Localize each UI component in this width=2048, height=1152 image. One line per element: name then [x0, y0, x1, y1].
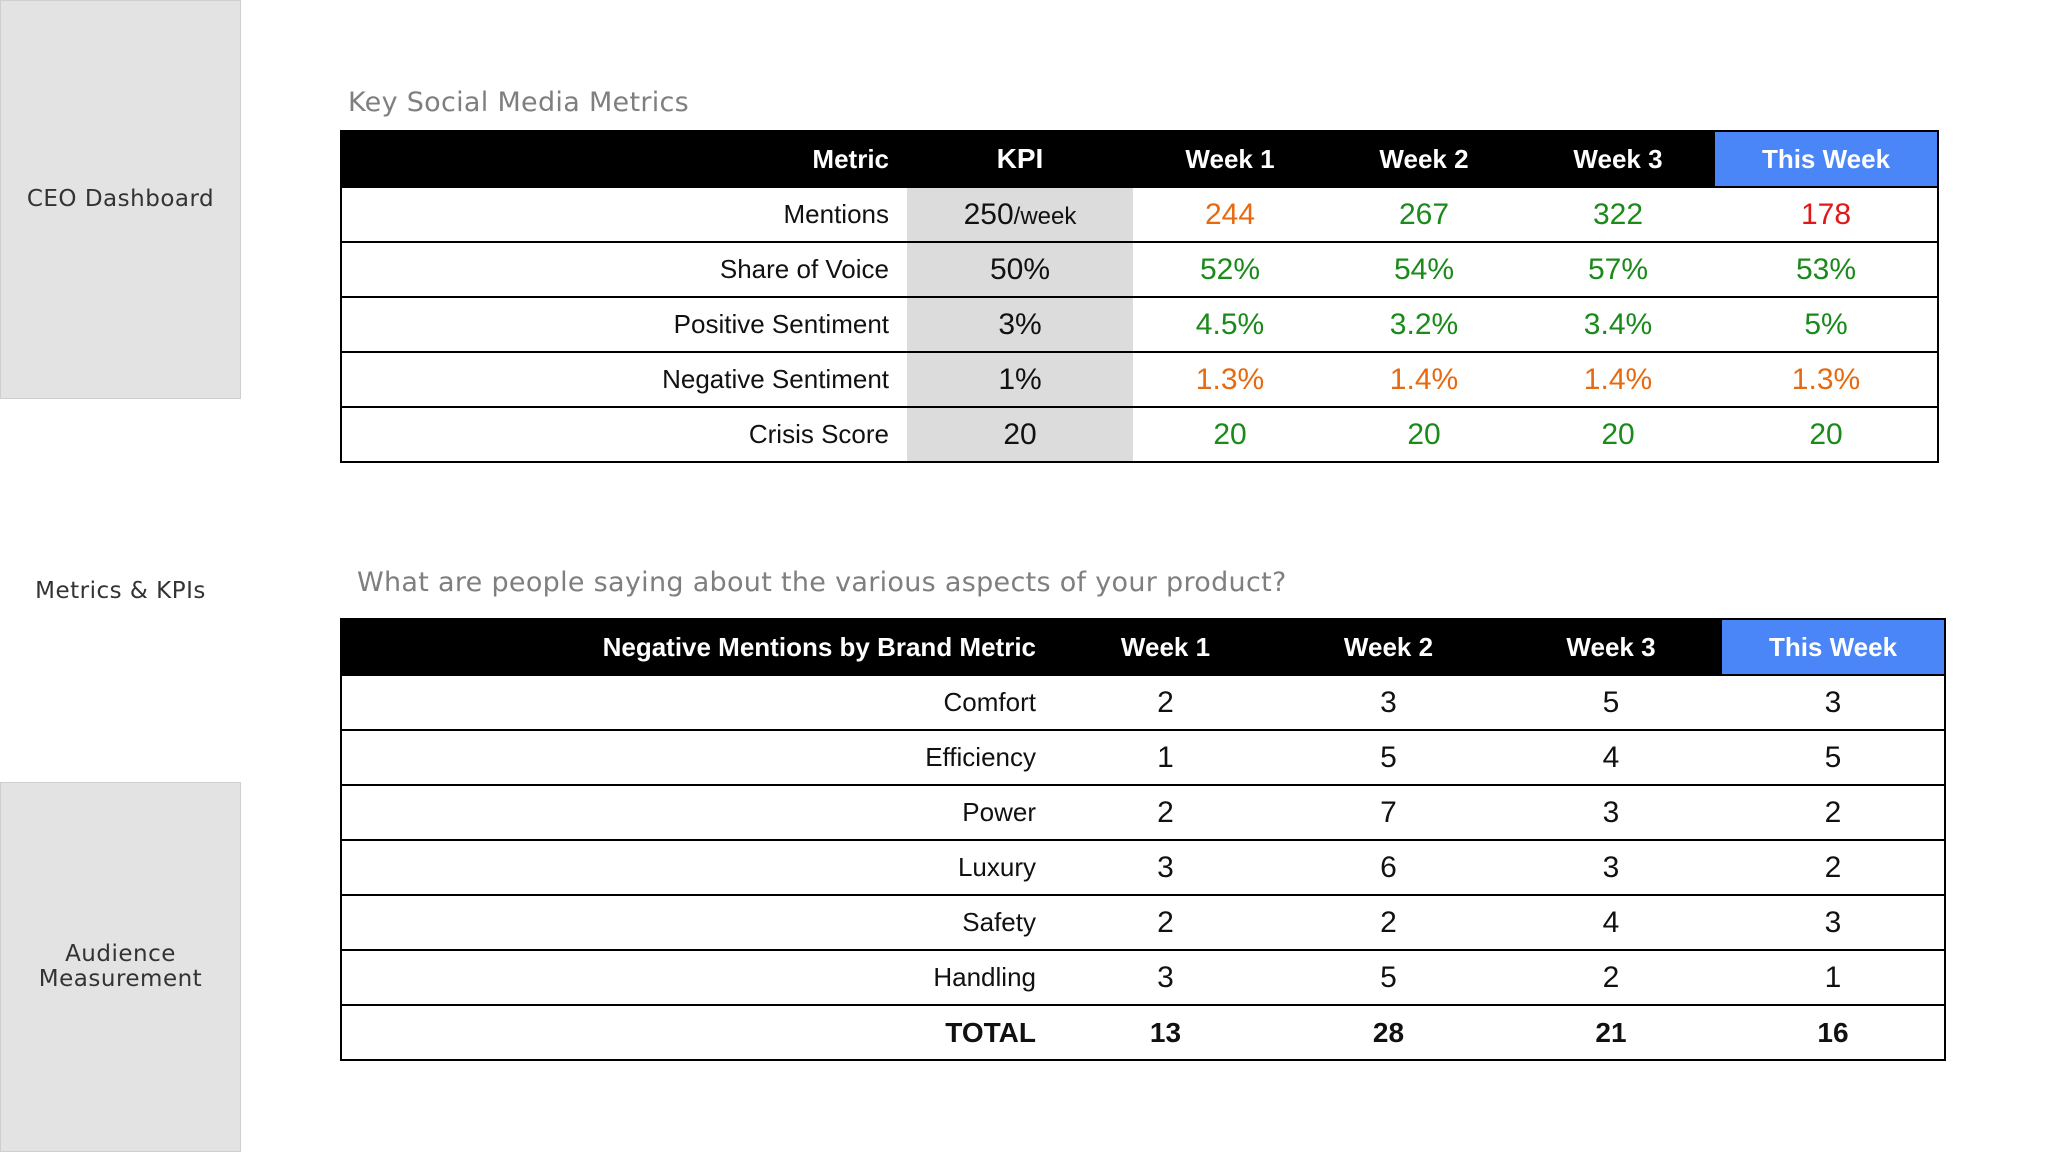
- this-week-value: 5%: [1715, 297, 1938, 352]
- week2-value: 20: [1327, 407, 1521, 462]
- brand-metric-label: Handling: [341, 950, 1054, 1005]
- this-week-value: 2: [1722, 840, 1945, 895]
- metric-label: Positive Sentiment: [341, 297, 907, 352]
- week3-value: 57%: [1521, 242, 1715, 297]
- week3-value: 3: [1500, 785, 1722, 840]
- kpi-value: 50%: [989, 252, 1051, 286]
- table-row: [341, 895, 1945, 950]
- week1-value: 1.3%: [1133, 352, 1327, 407]
- table-row: [341, 840, 1945, 895]
- header-metric: Metric: [341, 131, 907, 187]
- kpi-cell: [907, 352, 1133, 407]
- table-row: [341, 675, 1945, 730]
- header-brand-metric: Negative Mentions by Brand Metric: [341, 619, 1054, 675]
- nav-item-audience-measurement[interactable]: [0, 782, 241, 1152]
- this-week-value: 5: [1722, 730, 1945, 785]
- week2-value: 2: [1277, 895, 1500, 950]
- week2-value: 3: [1277, 675, 1500, 730]
- nav-item-ceo-dashboard-label: CEO Dashboard: [26, 186, 215, 212]
- section-title-product-aspects: What are people saying about the various aspects of your product?: [357, 567, 1287, 598]
- header-week1: Week 1: [1133, 131, 1327, 187]
- table-row: [341, 352, 1938, 407]
- week3-value: 322: [1521, 187, 1715, 242]
- table-row: [341, 785, 1945, 840]
- week3-value: 20: [1521, 407, 1715, 462]
- table-row: [341, 297, 1938, 352]
- week2-value: 1.4%: [1327, 352, 1521, 407]
- this-week-value: 1.3%: [1715, 352, 1938, 407]
- metric-label: Mentions: [341, 187, 907, 242]
- brand-metric-label: Comfort: [341, 675, 1054, 730]
- section-title-key-metrics: Key Social Media Metrics: [348, 87, 690, 118]
- week2-value: 7: [1277, 785, 1500, 840]
- table-row: [341, 242, 1938, 297]
- week1-value: 2: [1054, 785, 1277, 840]
- table-row: [341, 187, 1938, 242]
- week2-value: 267: [1327, 187, 1521, 242]
- kpi-cell: [907, 242, 1133, 297]
- week3-value: 4: [1500, 895, 1722, 950]
- metric-label: Share of Voice: [341, 242, 907, 297]
- brand-metric-label: Efficiency: [341, 730, 1054, 785]
- header-week3: Week 3: [1521, 131, 1715, 187]
- table-header-row: [341, 131, 1938, 187]
- kpi-value: 1%: [998, 362, 1042, 396]
- header-week1: Week 1: [1054, 619, 1277, 675]
- this-week-value: 3: [1722, 895, 1945, 950]
- week3-value: 5: [1500, 675, 1722, 730]
- total-row: [341, 1005, 1945, 1060]
- week2-value: 5: [1277, 950, 1500, 1005]
- header-this-week: This Week: [1722, 619, 1945, 675]
- week1-value: 3: [1054, 840, 1277, 895]
- this-week-value: 3: [1722, 675, 1945, 730]
- week3-value: 1.4%: [1521, 352, 1715, 407]
- week2-value: 3.2%: [1327, 297, 1521, 352]
- week1-value: 3: [1054, 950, 1277, 1005]
- week3-value: 2: [1500, 950, 1722, 1005]
- week1-value: 2: [1054, 675, 1277, 730]
- this-week-value: 2: [1722, 785, 1945, 840]
- brand-metric-label: Luxury: [341, 840, 1054, 895]
- kpi-cell: [907, 187, 1133, 242]
- week3-value: 4: [1500, 730, 1722, 785]
- table-header-row: [341, 619, 1945, 675]
- kpi-cell: [907, 407, 1133, 462]
- total-week3: 21: [1500, 1005, 1722, 1060]
- nav-item-audience-measurement-label: [39, 942, 202, 992]
- week3-value: 3: [1500, 840, 1722, 895]
- header-this-week: This Week: [1715, 131, 1938, 187]
- kpi-value: 20: [1003, 417, 1037, 451]
- this-week-value: 20: [1715, 407, 1938, 462]
- metric-label: Crisis Score: [341, 407, 907, 462]
- brand-metric-label: Power: [341, 785, 1054, 840]
- negative-mentions-table: [340, 618, 1946, 1061]
- this-week-value: 178: [1715, 187, 1938, 242]
- kpi-cell: [907, 297, 1133, 352]
- week1-value: 20: [1133, 407, 1327, 462]
- kpi-unit: /week: [1013, 202, 1077, 230]
- week1-value: 244: [1133, 187, 1327, 242]
- this-week-value: 1: [1722, 950, 1945, 1005]
- week1-value: 4.5%: [1133, 297, 1327, 352]
- kpi-value: 250: [963, 197, 1014, 231]
- total-this-week: 16: [1722, 1005, 1945, 1060]
- nav-item-metrics-kpis-label: Metrics & KPIs: [35, 578, 206, 604]
- key-metrics-table: [340, 130, 1939, 463]
- nav-item-audience-line2: Measurement: [38, 966, 203, 992]
- week1-value: 1: [1054, 730, 1277, 785]
- header-kpi: KPI: [907, 131, 1133, 187]
- total-label: TOTAL: [341, 1005, 1054, 1060]
- header-week3: Week 3: [1500, 619, 1722, 675]
- week1-value: 2: [1054, 895, 1277, 950]
- brand-metric-label: Safety: [341, 895, 1054, 950]
- table-row: [341, 950, 1945, 1005]
- nav-item-audience-line1: Audience: [65, 941, 176, 967]
- total-week1: 13: [1054, 1005, 1277, 1060]
- week2-value: 6: [1277, 840, 1500, 895]
- header-week2: Week 2: [1277, 619, 1500, 675]
- nav-item-ceo-dashboard[interactable]: [0, 0, 241, 399]
- week1-value: 52%: [1133, 242, 1327, 297]
- table-row: [341, 730, 1945, 785]
- this-week-value: 53%: [1715, 242, 1938, 297]
- metric-label: Negative Sentiment: [341, 352, 907, 407]
- week3-value: 3.4%: [1521, 297, 1715, 352]
- week2-value: 5: [1277, 730, 1500, 785]
- header-week2: Week 2: [1327, 131, 1521, 187]
- week2-value: 54%: [1327, 242, 1521, 297]
- total-week2: 28: [1277, 1005, 1500, 1060]
- kpi-value: 3%: [998, 307, 1042, 341]
- nav-item-metrics-kpis[interactable]: [0, 578, 241, 604]
- table-row: [341, 407, 1938, 462]
